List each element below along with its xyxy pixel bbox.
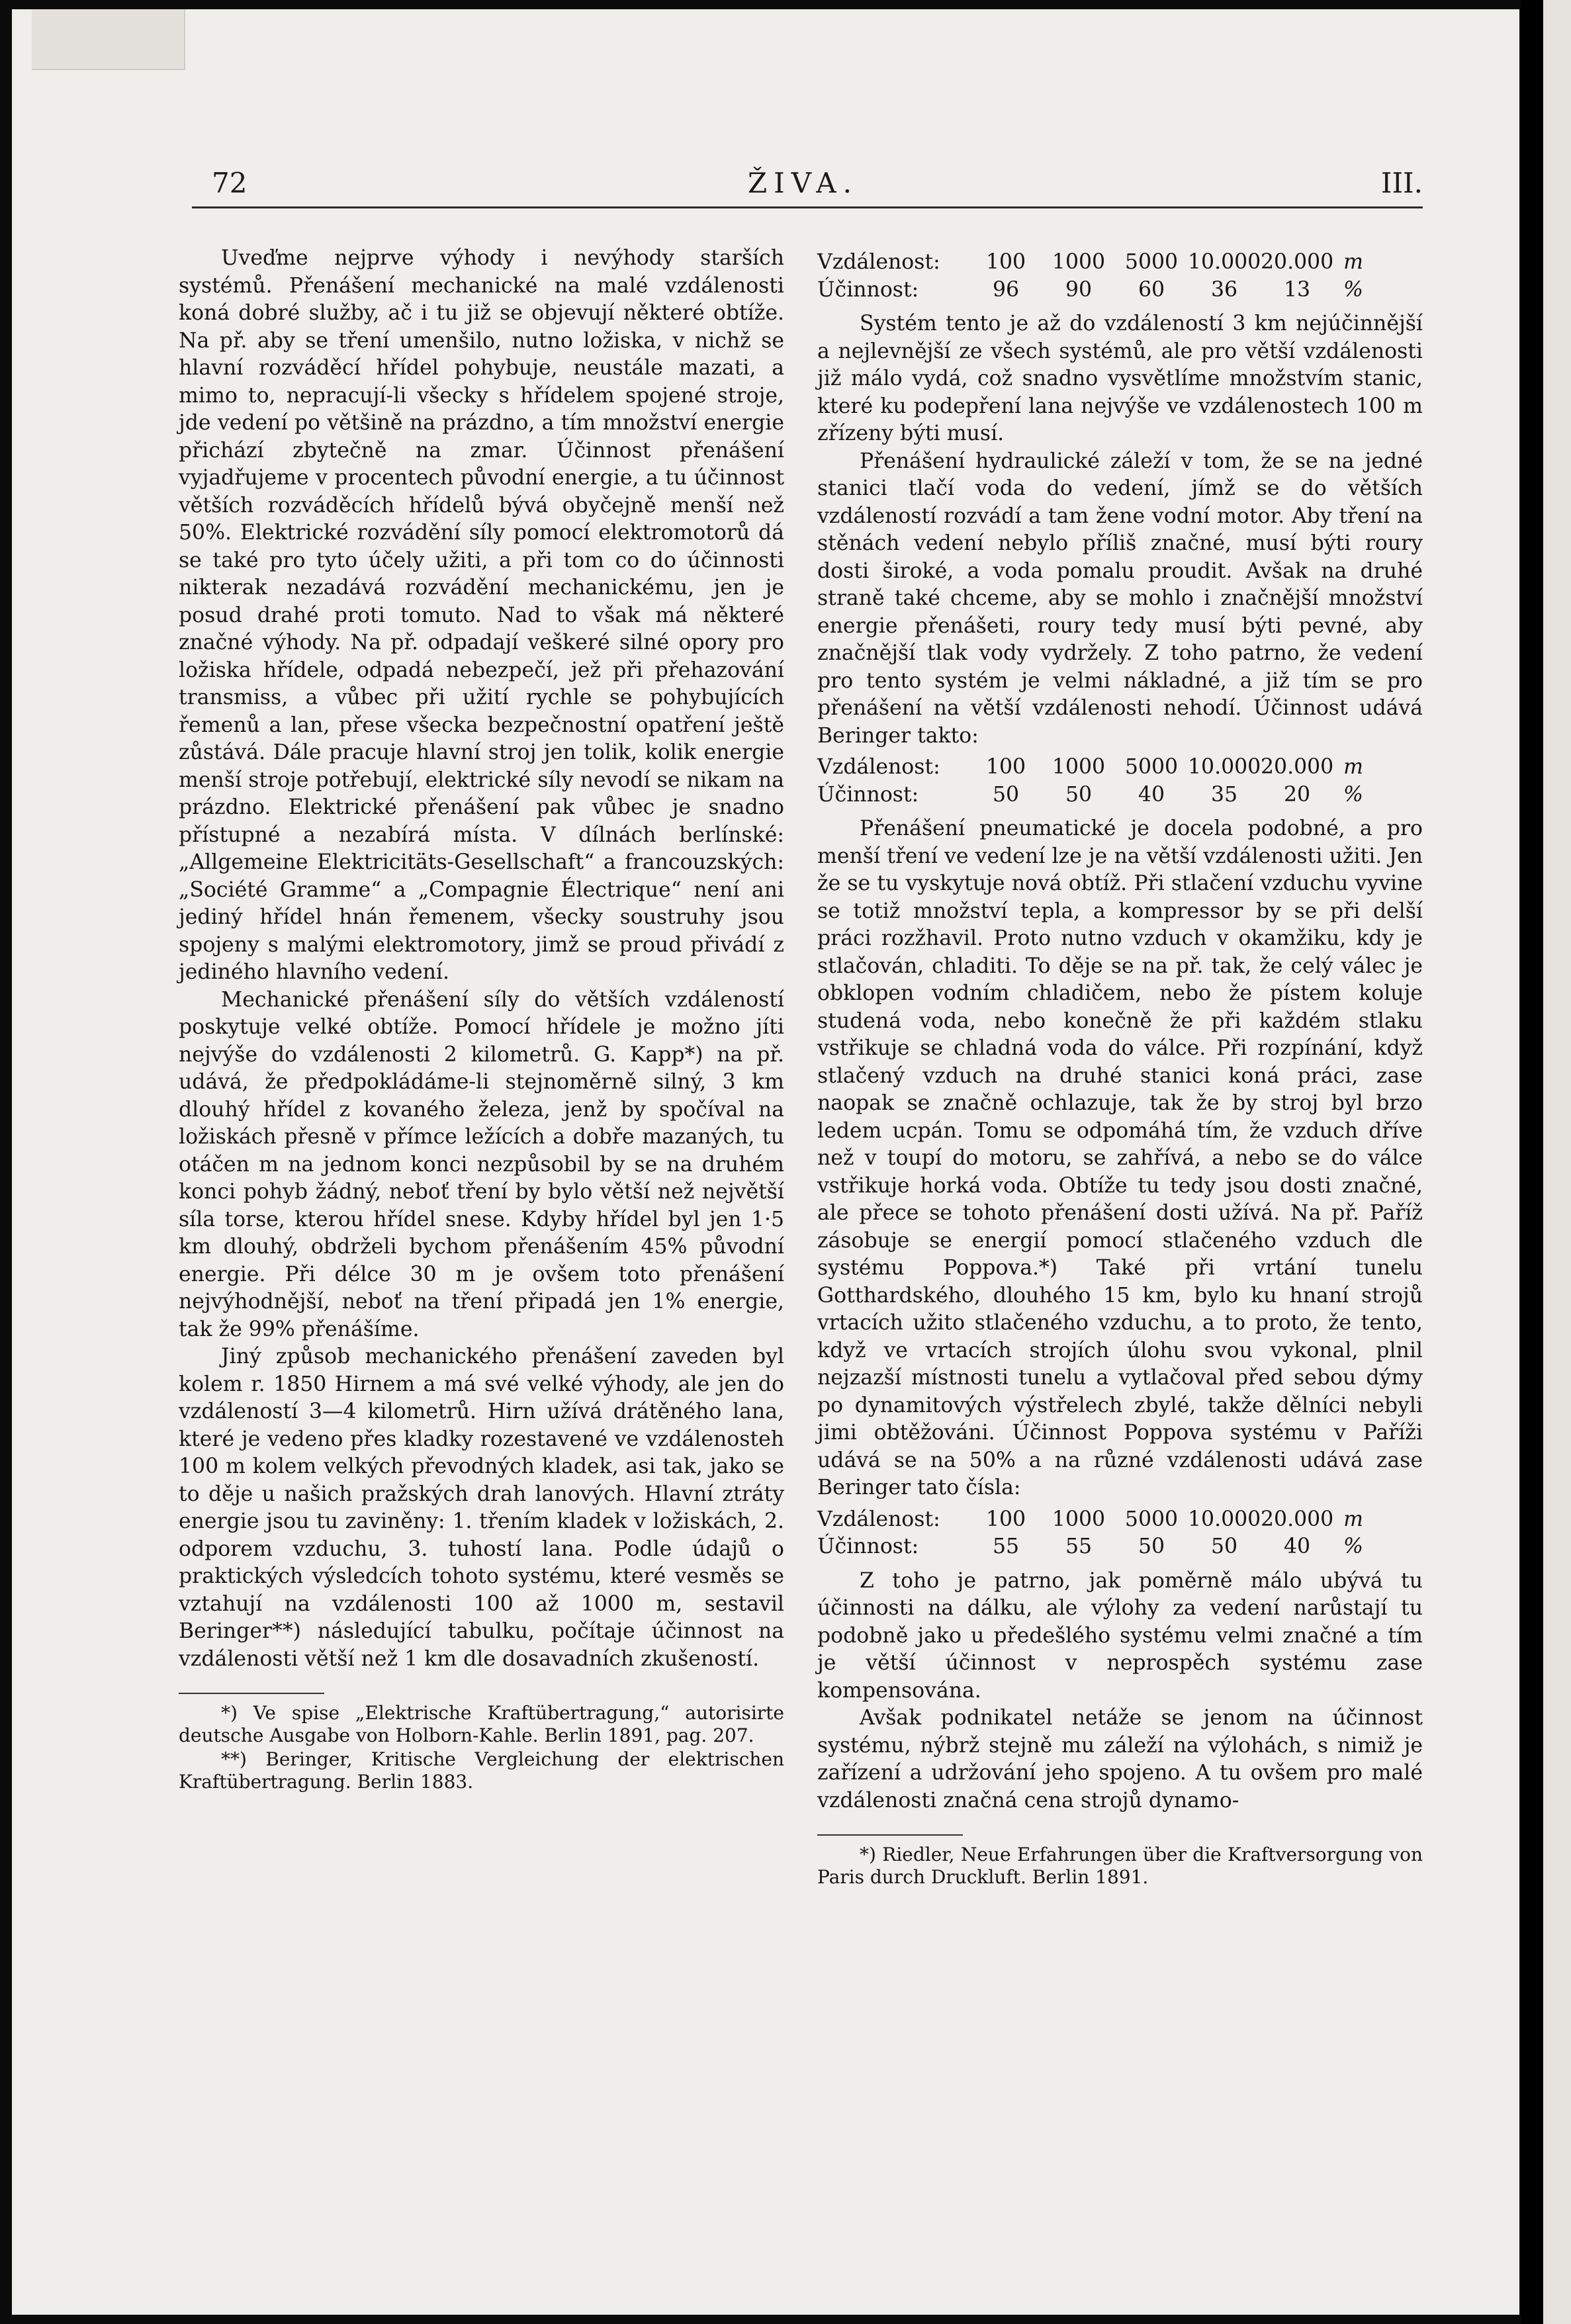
unit-label: % [1343, 277, 1363, 302]
table-cell: 50 [1210, 1535, 1238, 1558]
table-cell: 36 [1210, 277, 1238, 302]
footnote: *) Riedler, Neue Erfahrungen über die Kraftversorgung von Paris durch Druckluft. Berlin 1891. [817, 1844, 1423, 1888]
footnote: **) Beringer, Kritische Vergleichung der elektrischen Kraftübertragung. Berlin 1883. [179, 1748, 784, 1793]
paragraph: Jiný způsob mechanického přenášení zaveden byl kolem r. 1850 Hirnem a má své velké výhody, ale jen do vzdáleností 3—4 kilometrů. Hirn užívá drátěného lana, které je vedeno přes kladky rozestavené ve vzdálenosteh 100 m kolem velkých převodných kladek, asi tak, jako se to děje u našich pražských drah lanových. Hlavní ztráty energie jsou tu zaviněny: 1. třením kladek v ložiskách, 2. odporem vzduchu, 3. tuhostí lana. Podle údajů o praktických výsledcích tohoto systému, které vesměs se vztahují na vzdálenosti 100 až 1000 m, sestavil Beringer**) následující tabulku, počítaje účinnost na vzdálenosti větší než 1 km dle dosavadních zkušeností. [179, 1345, 784, 1671]
paragraph: Uveďme nejprve výhody i nevýhody starších systémů. Přenášení mechanické na malé vzdálenosti koná dobré služby, ač i tu již se objevují některé obtíže. Na př. aby se tření umenšilo, nutno ložiska, v nichž se hlavní rozváděcí hřídel pohybuje, neustále mazati, a mimo to, nepracují-li všecky s hřídelem spojené stroje, jde vedení po většině na prázdno, a tím množství energie přichází zbytečně na zmar. Účinnost přenášení vyjadřujeme v procentech původní energie, a tu účinnost větších rozváděcích hřídelů bývá obyčejně menší než 50%. Elektrické rozvádění síly pomocí elektromotorů dá se také pro tyto účely užiti, a při tom co do účinnosti nikterak nezadává rozvádění mechanickému, jen je posud drahé proti tomuto. Nad to však má některé značné výhody. Na př. odpadají veškeré silné opory pro ložiska hřídele, odpadá nebezpečí, jež při přehazování transmiss, a vůbec při užití rychle se pohybujících řemenů a lan, přese všecka bezpečnostní opatření ještě zůstává. Dále pracuje hlavní stroj jen tolik, kolik energie menší stroje potřebují, elektrické síly nevodí se nikam na prázdno. Elektrické přenášení pak vůbec je snadno přístupné a nezabírá místa. V dílnách berlínské: „Allgemeine Elektricitäts-Gesellschaft“ a francouzských: „Société Gramme“ a „Compagnie Électrique“ není ani jediný hřídel hnán řemenem, všecky soustruhy jsou spojeny s malými elektromotory, jimž se proud přivádí z jediného hlavního vedení. [179, 246, 784, 984]
table-cell: 50 [1138, 1535, 1165, 1558]
left-column [179, 245, 784, 1793]
table-cell: 1000 [1052, 755, 1106, 779]
unit-label: m [1343, 250, 1363, 274]
running-header [192, 159, 1423, 205]
table-cell: 35 [1210, 782, 1238, 807]
footnote: *) Ve spise „Elektrische Kraftübertragung,“ autorisirte deutsche Ausgabe von Holborn-Kahle. Berlin 1891, pag. 207. [179, 1702, 784, 1746]
table-cell: 60 [1138, 277, 1165, 302]
footnote-rule [817, 1834, 963, 1836]
table-cell: 20 [1283, 782, 1311, 807]
table-row [817, 277, 1423, 304]
paragraph: Avšak podnikatel netáže se jenom na účinnost systému, nýbrž stejně mu záleží na výlohách, s nimiž je zařízení a udržování jeho spojeno. A tu ovšem pro malé vzdálenosti značná cena strojů dynamo- [817, 1706, 1423, 1812]
footnote-rule [179, 1693, 324, 1694]
scan-corner-mark [32, 9, 185, 70]
paragraph: Z toho je patrno, jak poměrně málo ubývá tu účinnosti na dálku, ale výlohy za vedení narůstají tu podobně jako u předešlého systému velmi značné a tím je větší účinnost v neprospěch systému zase kompensována. [817, 1568, 1423, 1703]
table-cell: 40 [1138, 782, 1165, 807]
volume-number: III. [1380, 167, 1423, 199]
table-cell: 50 [1065, 782, 1093, 807]
row-label: Účinnost: [817, 782, 919, 807]
table-cell: 40 [1283, 1535, 1311, 1558]
table-cell: 90 [1065, 277, 1093, 302]
table-cell: 13 [1283, 277, 1311, 302]
table-row [817, 1506, 1423, 1534]
paragraph: Přenášení hydraulické záleží v tom, že se na jedné stanici tlačí voda do vedení, jímž se do větších vzdáleností rozvádí a tam žene vodní motor. Aby tření na stěnách vedení nebylo příliš značné, musí býti roury dosti široké, a voda pomalu proudit. Avšak na druhé straně také chceme, aby se mohlo i značnější množství energie přenášeti, roury tedy musí býti pevné, aby značnější tlak vody vydržely. Z toho patrno, že vedení pro tento systém je velmi nákladné, a již tím se pro přenášení na větší vzdálenosti nehodí. Účinnost udává Beringer takto: [817, 449, 1423, 748]
table-cell: 5000 [1124, 1507, 1179, 1531]
table-row [817, 1533, 1423, 1561]
table-cell: 5000 [1124, 250, 1179, 274]
table-cell: 55 [992, 1535, 1020, 1558]
table-cell: 20.000 [1261, 250, 1334, 274]
table-cell: 20.000 [1261, 755, 1334, 779]
table-cell: 1000 [1052, 250, 1106, 274]
table-cell: 100 [985, 1507, 1026, 1531]
table-cell: 100 [985, 755, 1026, 779]
efficiency-table-rope [817, 249, 1423, 304]
paragraph: Systém tento je až do vzdáleností 3 km nejúčinnější a nejlevnější ze všech systémů, ale pro větší vzdálenosti již málo vydá, což snadno vysvětlíme množstvím stanic, které ku podepření lana nejvýše ve vzdálenostech 100 m zřízeny býti musí. [817, 312, 1423, 445]
row-label: Vzdálenost: [817, 250, 940, 274]
table-row [817, 754, 1423, 782]
row-label: Vzdálenost: [817, 1507, 940, 1531]
table-row [817, 782, 1423, 809]
unit-label: m [1343, 755, 1363, 779]
efficiency-table-hydraulic [817, 754, 1423, 809]
table-cell: 100 [985, 250, 1026, 274]
table-cell: 1000 [1052, 1507, 1106, 1531]
row-label: Účinnost: [817, 277, 919, 302]
header-rule [192, 206, 1423, 208]
table-cell: 5000 [1124, 755, 1179, 779]
table-cell: 55 [1065, 1535, 1093, 1558]
table-cell: 10.000 [1188, 755, 1261, 779]
table-cell: 20.000 [1261, 1507, 1334, 1531]
right-column [817, 245, 1423, 1889]
row-label: Vzdálenost: [817, 755, 940, 779]
scan-edge-margin [1543, 0, 1571, 2324]
page-number: 72 [212, 167, 247, 199]
row-label: Účinnost: [817, 1535, 919, 1558]
paragraph: Přenášení pneumatické je docela podobné, a pro menší tření ve vedení lze je na větší vzdálenosti užiti. Jen že se tu vyskytuje nová obtíž. Při stlačení vzduchu vyvine se totiž množství tepla, a kompressor by se při delší práci rozžhavil. Proto nutno vzduch v okamžiku, kdy je stlačován, chladiti. To děje se na př. tak, že celý válec je obklopen vodním chladičem, nebo že pístem koluje studená voda, nebo konečně že při každém stlaku vstřikuje se chladná voda do válce. Při rozpínání, když stlačený vzduch na druhé stanici koná práci, zase naopak se značně ochlazuje, tak že by stroj byl brzo ledem ucpán. Tomu se odpomáhá tím, že vzduch dříve než v toupí do motoru, se zahřívá, a nebo se do válce vstřikuje horká voda. Obtíže tu tedy jsou dosti značné, ale přece se tohoto přenášení dosti užívá. Na př. Paříž zásobuje se energií pomocí stlačeného vzduch dle systému Poppova.*) Také při vrtání tunelu Gotthardského, dlouhého 15 km, bylo ku hnaní strojů vrtacích užito stlačeného vzduchu, a to proto, že tento, když ve vrtacích strojích úlohu svou vykonal, plnil nejzazší místnosti tunelu a vytlačoval před sebou dýmy po dynamitových výstřelech zbylé, takže dělníci nebyli jimi obtěžováni. Účinnost Poppova systému v Paříži udává se na 50% a na různé vzdálenosti udává zase Beringer tato čísla: [817, 817, 1423, 1499]
table-cell: 96 [992, 277, 1020, 302]
unit-label: % [1343, 782, 1363, 807]
table-cell: 10.000 [1188, 1507, 1261, 1531]
table-cell: 50 [992, 782, 1020, 807]
paragraph: Mechanické přenášení síly do větších vzdáleností poskytuje velké obtíže. Pomocí hřídele je možno jíti nejvýše do vzdálenosti 2 kilometrů. G. Kapp*) na př. udává, že předpokládáme-li stejnoměrně silný, 3 km dlouhý hřídel z kovaného železa, jenž by spočíval na ložiskách přesně v přímce ležících a dobře mazaných, tu otáčen m na jednom konci nezpůsobil by se na druhém konci pohyb žádný, neboť tření by bylo větší než největší síla torse, kterou hřídel snese. Kdyby hřídel byl jen 1·5 km dlouhý, obdrželi bychom přenášením 45% původní energie. Při délce 30 m je ovšem toto přenášení nejvýhodnější, neboť na tření připadá jen 1% energie, tak že 99% přenášíme. [179, 987, 784, 1341]
unit-label: % [1343, 1535, 1363, 1558]
journal-title: ŽIVA. [748, 167, 858, 199]
efficiency-table-pneumatic [817, 1506, 1423, 1561]
unit-label: m [1343, 1507, 1363, 1531]
table-cell: 10.000 [1188, 250, 1261, 274]
scan-edge-bar [1521, 0, 1543, 2324]
table-row [817, 249, 1423, 277]
